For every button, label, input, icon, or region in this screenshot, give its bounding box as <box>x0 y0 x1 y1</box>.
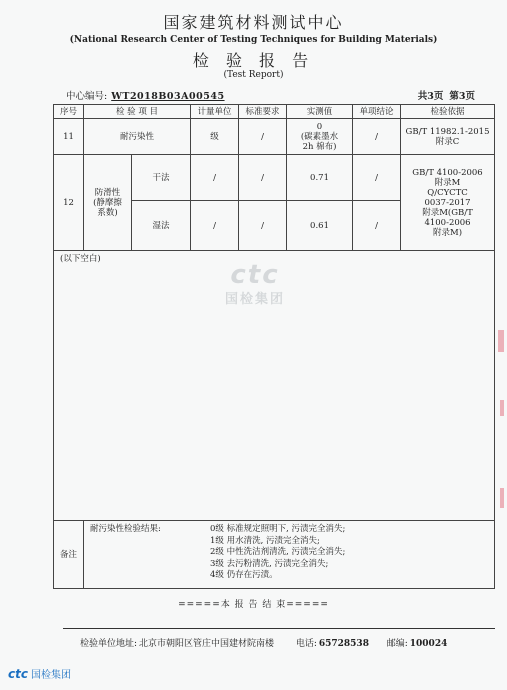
header-requirement: 标准要求 <box>239 105 287 119</box>
org-name-cn: 国家建筑材料测试中心 <box>163 13 344 32</box>
zip-label: 邮编: <box>386 639 408 649</box>
center-no: WT2018B03A00545 <box>111 91 225 102</box>
company-logo <box>8 666 71 681</box>
phone: 65728538 <box>318 639 369 649</box>
logo-text: 国检集团 <box>30 670 71 681</box>
grade-line: 3级 去污粉清洗, 污渍完全消失; <box>210 558 329 569</box>
header-measured: 实测值 <box>287 105 353 119</box>
notes-label: 备注 <box>54 521 84 589</box>
basis-line: 4100-2006 <box>424 217 471 228</box>
header-item: 检 验 项 目 <box>84 105 191 119</box>
measured-line: 0 <box>316 121 323 132</box>
basis-line: 0037-2017 <box>424 197 471 208</box>
row-measured <box>287 119 353 155</box>
basis-line: GB/T 4100-2006 <box>412 167 483 178</box>
row-measured: 0.71 <box>287 155 353 201</box>
total-pages: 共3页 <box>417 91 444 102</box>
row-unit: / <box>191 155 239 201</box>
notes-row <box>54 521 495 589</box>
blank-row <box>54 251 495 521</box>
row-requirement: / <box>239 201 287 251</box>
basis-line: 附录M <box>434 177 461 188</box>
notes-head: 耐污染性检验结果: <box>90 524 161 534</box>
table-row <box>54 119 495 155</box>
table-row <box>54 155 495 201</box>
footer-divider <box>63 628 495 629</box>
stamp-mark <box>500 488 504 508</box>
table-header-row <box>54 105 495 119</box>
row-unit: 级 <box>191 119 239 155</box>
header-conclusion: 单项结论 <box>353 105 401 119</box>
test-results-table <box>53 104 495 589</box>
watermark-mark: ctc <box>230 260 280 290</box>
basis-line: 附录M) <box>433 227 463 238</box>
stamp-mark <box>500 400 504 416</box>
row-measured: 0.61 <box>287 201 353 251</box>
page-indicator <box>412 88 475 102</box>
row-no: 12 <box>54 155 84 251</box>
basis-line: Q/CYCTC <box>427 187 468 198</box>
row-method: 干法 <box>132 155 191 201</box>
row-conclusion: / <box>353 155 401 201</box>
header-basis: 检验依据 <box>401 105 495 119</box>
basis-line: GB/T 11982.1-2015 <box>405 126 490 137</box>
row-basis <box>401 155 495 251</box>
stamp-mark <box>498 330 504 352</box>
row-basis <box>401 119 495 155</box>
report-title: 检 验 报 告 <box>192 51 315 70</box>
header-no: 序号 <box>54 105 84 119</box>
phone-label: 电话: <box>295 639 317 649</box>
header-unit: 计量单位 <box>191 105 239 119</box>
row-conclusion: / <box>353 119 401 155</box>
center-no-line <box>66 88 225 102</box>
blank-note: (以下空白) <box>54 251 495 521</box>
logo-mark: ctc <box>8 666 28 681</box>
report-title-en: (Test Report) <box>223 70 284 80</box>
row-requirement: / <box>239 155 287 201</box>
grade-line: 2级 中性洗洁剂清洗, 污渍完全消失; <box>210 547 346 557</box>
grade-line: 1级 用水清洗, 污渍完全消失; <box>210 535 320 546</box>
address-label: 检验单位地址: <box>80 639 138 649</box>
item-line: 防滑性 <box>94 187 121 198</box>
center-no-label: 中心编号: <box>66 91 108 102</box>
item-line: 系数) <box>97 207 118 218</box>
grade-line: 4级 仍存在污渍。 <box>210 570 278 580</box>
row-item <box>84 155 132 251</box>
address: 北京市朝阳区管庄中国建材院南楼 <box>139 639 275 649</box>
item-line: (静摩擦 <box>93 197 122 208</box>
basis-line: 附录C <box>435 136 460 147</box>
row-method: 湿法 <box>132 201 191 251</box>
row-conclusion: / <box>353 201 401 251</box>
row-unit: / <box>191 201 239 251</box>
page-number: 第3页 <box>449 91 475 102</box>
basis-line: 附录M(GB/T <box>422 207 473 218</box>
report-end-line: =====本 报 告 结 束===== <box>178 600 329 610</box>
zip-code: 100024 <box>409 639 448 649</box>
notes-content <box>84 521 495 589</box>
row-item: 耐污染性 <box>84 119 191 155</box>
grade-line: 0级 标准规定照明下, 污渍完全消失; <box>210 524 346 534</box>
row-requirement: / <box>239 119 287 155</box>
org-name-en: (National Research Center of Testing Techniques for Building Materials) <box>69 35 438 45</box>
watermark-text: 国检集团 <box>224 292 285 307</box>
row-no: 11 <box>54 119 84 155</box>
measured-line: 2h 棉布) <box>302 141 337 152</box>
measured-line: (碳素墨水 <box>300 131 339 142</box>
footer-contact <box>80 636 447 649</box>
